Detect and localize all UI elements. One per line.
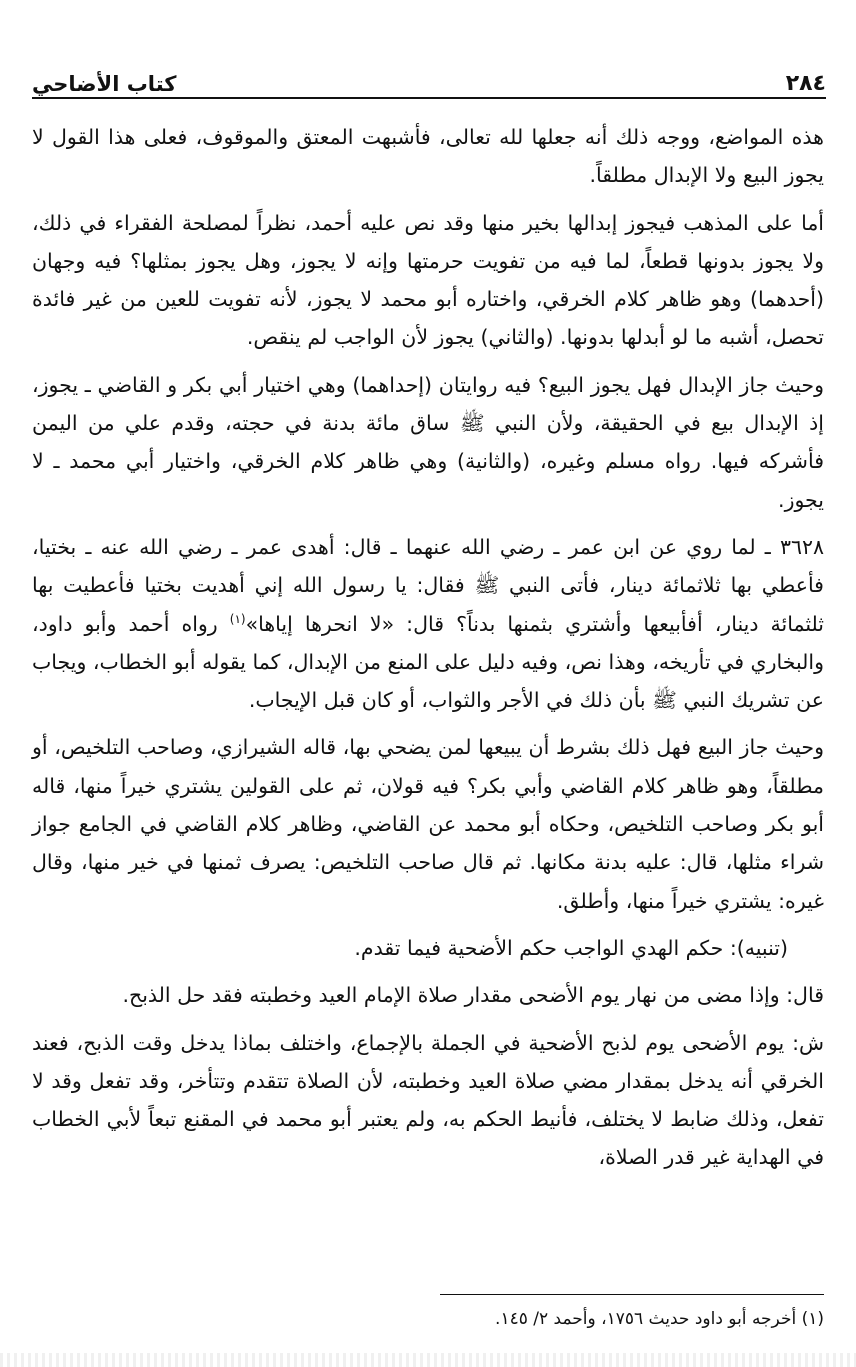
footnote: (١) أخرجه أبو داود حديث ١٧٥٦، وأحمد ٢/ ١٤٥. bbox=[495, 1309, 824, 1329]
hadith-paragraph bbox=[32, 528, 824, 719]
paragraph: أما على المذهب فيجوز إبدالها بخير منها وقد نص عليه أحمد، نظراً لمصلحة الفقراء في ذلك، ولا يجوز بدونها قطعاً، لما فيه من تفويت حرمتها وإنه لا يجوز، وهل يجوز بمثلها؟ فيه وجهان (أحدهما) وهو ظاهر كلام الخرقي، واختاره أبو محمد لا يجوز، لأنه تفويت للعين من غير فائدة تحصل، أشبه ما لو أبدلها بدونها. (والثاني) يجوز لأن الواجب لم ينقص. bbox=[32, 210, 824, 350]
paragraph: هذه المواضع، ووجه ذلك أنه جعلها لله تعالى، فأشبهت المعتق والموقوف، فعلى هذا القول لا يجوز البيع ولا الإبدال مطلقاً. bbox=[32, 125, 824, 188]
commentary-paragraph: ش: يوم الأضحى يوم لذبح الأضحية في الجملة بالإجماع، واختلف بماذا يدخل وقت الذبح، فعند الخرقي أنه يدخل بمقدار مضي صلاة العيد وخطبته، لأن الصلاة تتقدم وتتأخر، وقد تفعل وقد لا تفعل، وذلك ضابط لا يختلف، فأنيط الحكم به، ولم يعتبر أبو محمد في المقنع تبعاً لأبي الخطاب في الهداية غير قدر الصلاة، bbox=[32, 1030, 824, 1170]
footnote-reference[interactable]: (١) bbox=[229, 611, 246, 626]
main-text bbox=[32, 118, 824, 1186]
note-paragraph: (تنبيه): حكم الهدي الواجب حكم الأضحية فيما تقدم. bbox=[354, 935, 788, 960]
hadith-text: ٣٦٢٨ ـ لما روي عن ابن عمر ـ رضي الله عنهما ـ قال: أهدى عمر ـ رضي الله عنه ـ بختيا، فأعطي بها ثلاثمائة دينار، فأتى النبي ﷺ فقال: يا رسول الله إني أهديت بختيا فأعطيت بها ثلثمائة دينار، أفأبيعها وأشتري بثمنها بدناً؟ قال: «لا انحرها إياها» bbox=[32, 534, 824, 636]
page-number: ٢٨٤ bbox=[785, 71, 826, 96]
footnote-divider bbox=[440, 1294, 824, 1295]
paragraph: وحيث جاز البيع فهل ذلك بشرط أن يبيعها لمن يضحي بها، قاله الشيرازي، وصاحب التلخيص، أو مطلقاً، وهو ظاهر كلام القاضي وأبي بكر؟ فيه قولان، ثم على القولين يشتري خيراً منها، قاله أبو بكر وصاحب التلخيص، وحكاه أبو محمد عن القاضي، وظاهر كلام القاضي في الجامع جواز شراء مثلها، قال: عليه بدنة مكانها. ثم قال صاحب التلخيص: يصرف ثمنها في خير منها، وقال غيره: يشتري خيراً منها، وأطلق. bbox=[32, 735, 824, 913]
paragraph: وحيث جاز الإبدال فهل يجوز البيع؟ فيه روايتان (إحداهما) وهي اختيار أبي بكر و القاضي ـ يجوز، إذ الإبدال بيع في الحقيقة، ولأن النبي ﷺ ساق مائة بدنة في حجته، وقدم علي من اليمن فأشركه فيها. رواه مسلم وغيره، (والثانية) وهي ظاهر كلام الخرقي، واختيار أبي محمد ـ لا يجوز. bbox=[32, 372, 824, 512]
page-header bbox=[32, 56, 826, 96]
book-title: كتاب الأضاحي bbox=[32, 72, 177, 96]
hadith-commentary: رواه أحمد وأبو داود، والبخاري في تأريخه، وهذا نص، وفيه دليل على المنع من الإبدال، كما يقوله أبو الخطاب، ويجاب عن تشريك النبي ﷺ بأن ذلك في الأجر والثواب، أو كان قبل الإيجاب. bbox=[32, 611, 824, 713]
scan-noise-edge bbox=[0, 1353, 856, 1367]
quoted-text-paragraph: قال: وإذا مضى من نهار يوم الأضحى مقدار صلاة الإمام العيد وخطبته فقد حل الذبح. bbox=[122, 983, 824, 1008]
header-divider bbox=[32, 97, 826, 99]
